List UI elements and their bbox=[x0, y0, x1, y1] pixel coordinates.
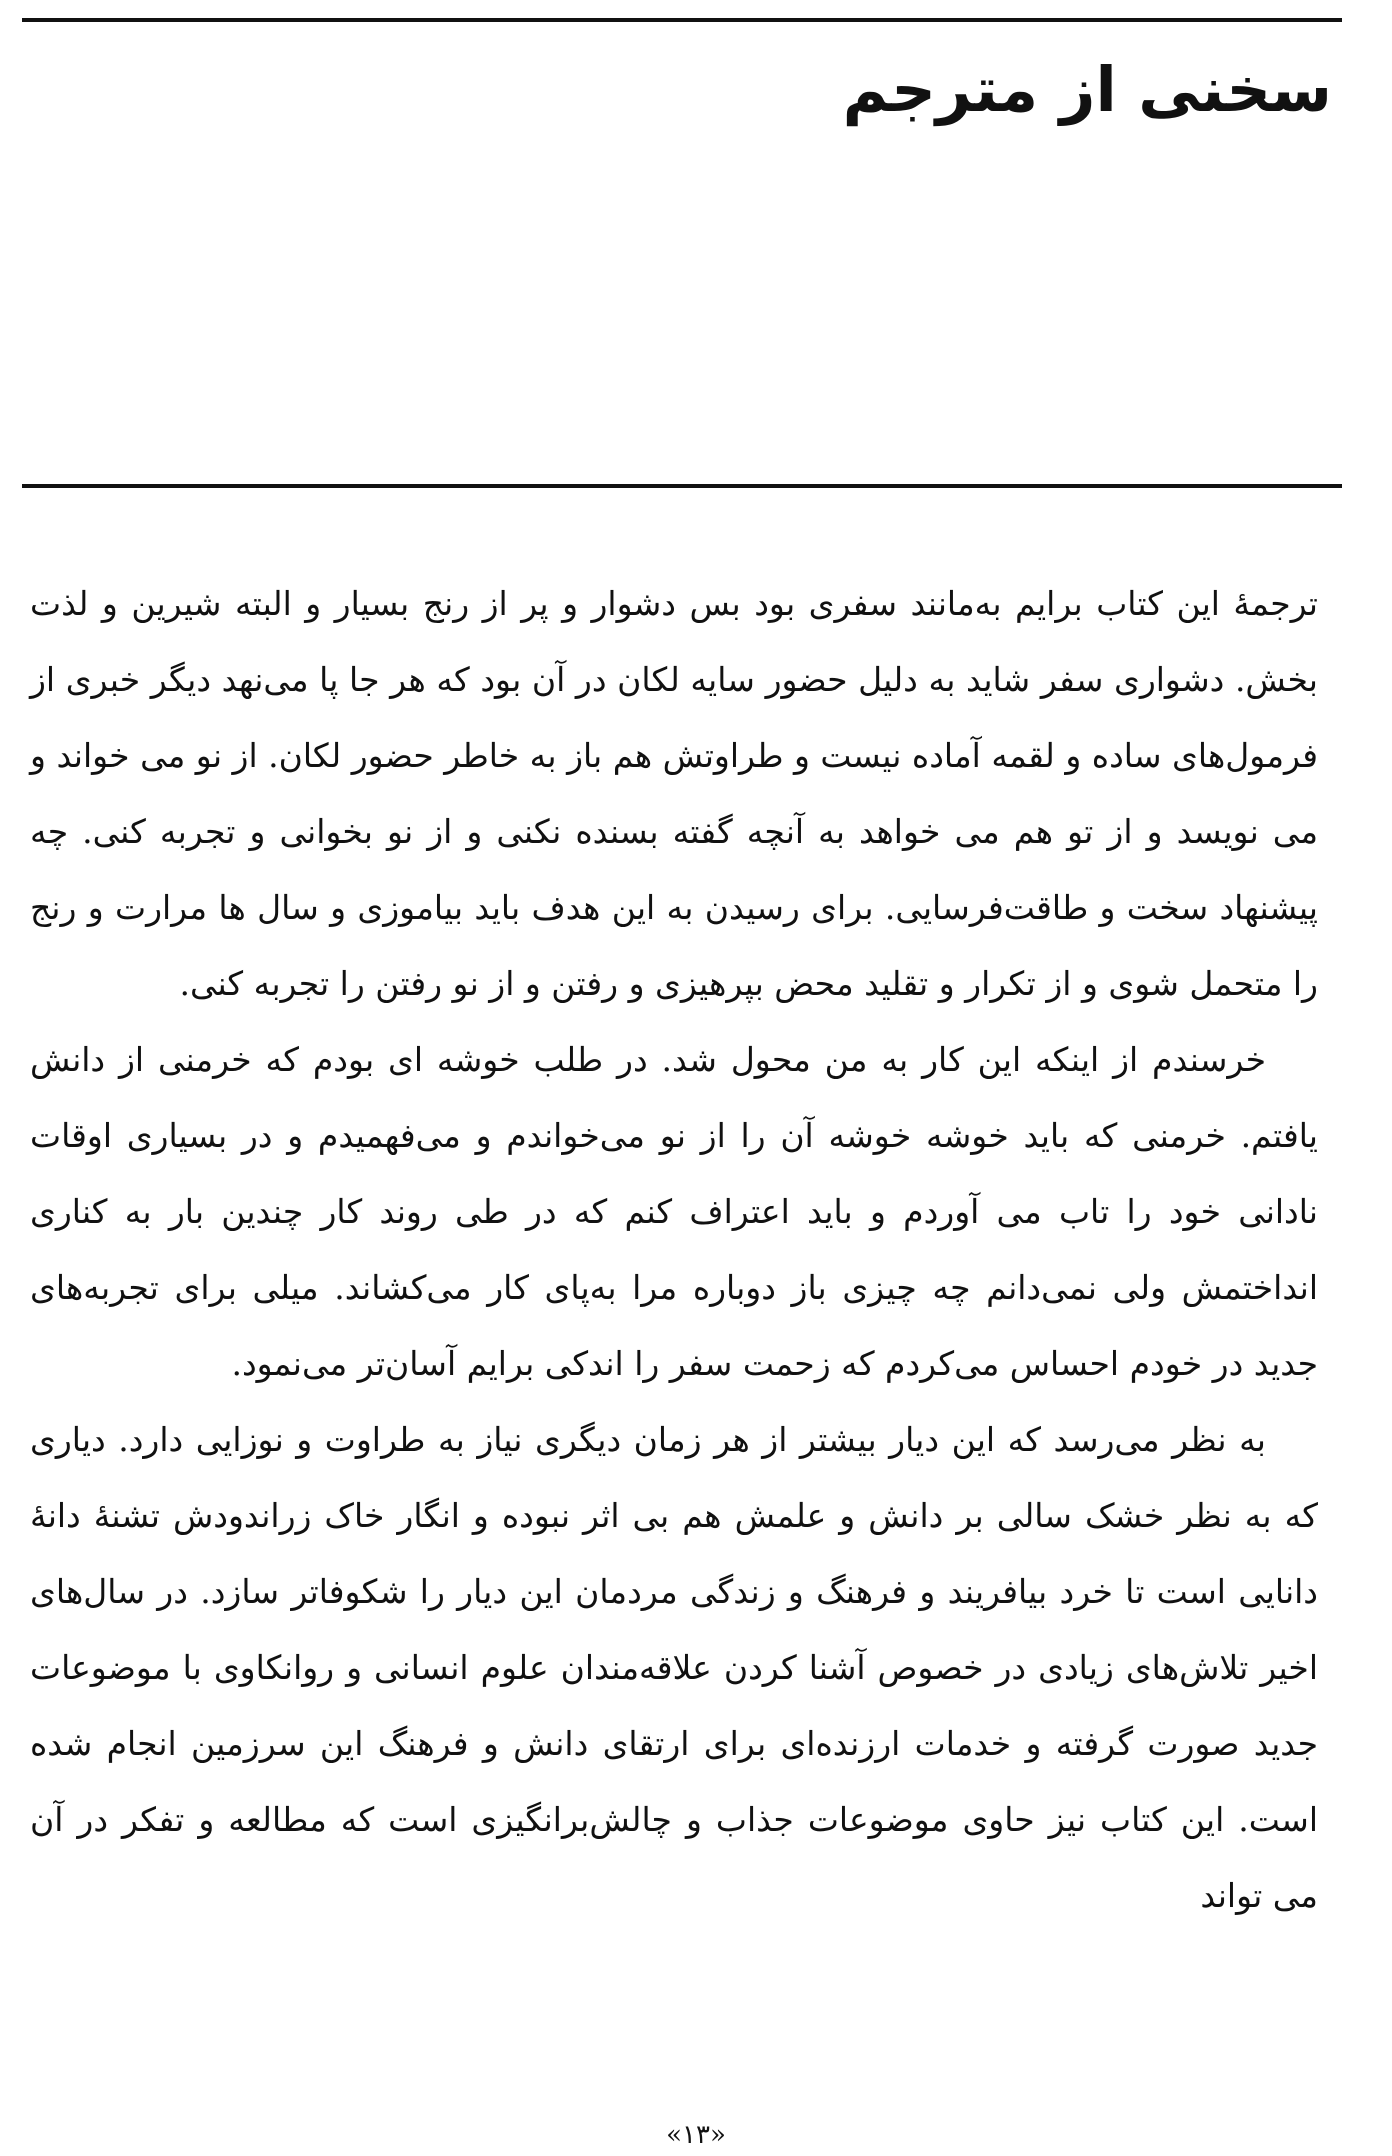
title-divider bbox=[22, 484, 1342, 488]
paragraph-2: خرسندم از اینکه این کار به من محول شد. در طلب خوشه ای بودم که خرمنی از دانش یافتم. خرمنی که باید خوشه خوشه آن را از نو می‌خواندم و می‌فهمیدم و در بسیاری اوقات نادانی خود را تاب می آوردم و باید اعتراف کنم که در طی روند کار چندین بار به کناری انداختمش ولی نمی‌دانم چه چیزی باز دوباره مرا به‌پای کار می‌کشاند. میلی برای تجربه‌های جدید در خودم احساس می‌کردم که زحمت سفر را اندکی برایم آسان‌تر می‌نمود. bbox=[30, 1040, 1318, 1383]
page-number: «۱۳» bbox=[666, 2120, 726, 2150]
page-title: سخنی از مترجم bbox=[842, 53, 1332, 126]
paragraph-3: به نظر می‌رسد که این دیار بیشتر از هر زمان دیگری نیاز به طراوت و نوزایی دارد. دیاری که به نظر خشک سالی بر دانش و علمش هم بی اثر نبوده و انگار خاک زراندودش تشنۀ دانۀ دانایی است تا خرد بیافریند و فرهنگ و زندگی مردمان این دیار را شکوفاتر سازد. در سال‌های اخیر تلاش‌های زیادی در خصوص آشنا کردن علاقه‌مندان علوم انسانی و روانکاوی با موضوعات جدید صورت گرفته و خدمات ارزنده‌ای برای ارتقای دانش و فرهنگ این سرزمین انجام شده است. این کتاب نیز حاوی موضوعات جذاب و چالش‌برانگیزی است که مطالعه و تفکر در آن می تواند bbox=[30, 1420, 1319, 1915]
body-text bbox=[30, 566, 1318, 1934]
paragraph-1: ترجمۀ این کتاب برایم به‌مانند سفری بود بس دشوار و پر از رنج بسیار و البته شیرین و لذت بخش. دشواری سفر شاید به دلیل حضور سایه لکان در آن بود که هر جا پا می‌نهد دیگر خبری از فرمول‌های ساده و لقمه آماده نیست و طراوتش هم باز به خاطر حضور لکان. از نو می خواند و می نویسد و از تو هم می خواهد به آنچه گفته بسنده نکنی و از نو بخوانی و تجربه کنی. چه پیشنهاد سخت و طاقت‌فرسایی. برای رسیدن به این هدف باید بیاموزی و سال ها مرارت و رنج را متحمل شوی و از تکرار و تقلید محض بپرهیزی و رفتن و از نو رفتن را تجربه کنی. bbox=[30, 584, 1318, 1003]
top-rule bbox=[22, 18, 1342, 22]
